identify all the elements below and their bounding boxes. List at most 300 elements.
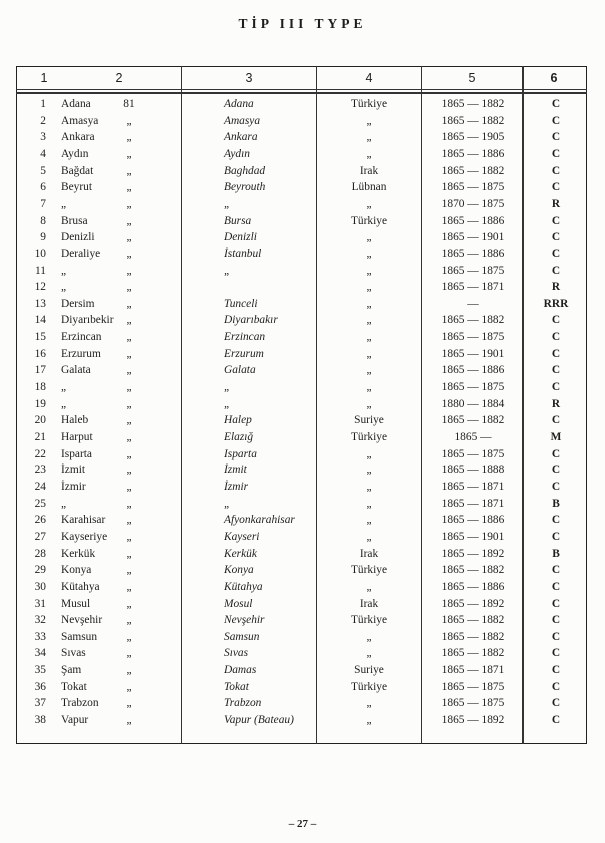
row-number: 17 bbox=[34, 364, 46, 377]
column-header-3: 3 bbox=[245, 71, 253, 85]
country: Suriye bbox=[354, 664, 384, 677]
country: „ bbox=[366, 331, 372, 344]
table-row bbox=[0, 462, 605, 479]
modern-name: Diyarıbakır bbox=[224, 314, 278, 327]
row-number: 35 bbox=[34, 664, 46, 677]
table-row bbox=[0, 695, 605, 712]
page-title: TİP III TYPE bbox=[238, 16, 367, 31]
modern-name: Adana bbox=[224, 98, 254, 110]
rarity: B bbox=[552, 547, 560, 560]
column-2-value: „ bbox=[126, 447, 132, 460]
country: „ bbox=[366, 464, 372, 477]
column-2-value: „ bbox=[126, 664, 132, 677]
page-number: – 27 – bbox=[288, 818, 317, 830]
modern-name: Amasya bbox=[224, 114, 261, 127]
row-number: 13 bbox=[34, 297, 46, 310]
city-name: Tokat bbox=[61, 680, 87, 693]
modern-name: Tunceli bbox=[224, 297, 258, 310]
country: Türkiye bbox=[350, 614, 388, 627]
column-2-value: „ bbox=[126, 331, 132, 344]
city-name: Erzurum bbox=[61, 347, 101, 360]
rarity: C bbox=[551, 214, 561, 227]
row-number: 7 bbox=[40, 197, 46, 210]
row-number: 25 bbox=[34, 497, 46, 510]
column-2-value: „ bbox=[126, 697, 132, 710]
row-number: 33 bbox=[34, 630, 46, 643]
row-number: 29 bbox=[34, 564, 46, 577]
modern-name: Nevşehir bbox=[224, 614, 265, 627]
table-row bbox=[0, 579, 605, 596]
table-row bbox=[0, 546, 605, 563]
modern-name: İstanbul bbox=[224, 247, 262, 260]
city-name: „ bbox=[61, 397, 67, 410]
row-number: 30 bbox=[34, 580, 46, 593]
table-row bbox=[0, 213, 605, 230]
modern-name: Konya bbox=[224, 564, 254, 577]
city-name: Deraliye bbox=[61, 247, 101, 260]
column-2-value: „ bbox=[126, 281, 132, 294]
city-name: Musul bbox=[61, 597, 91, 610]
date-range: 1865 — 1882 bbox=[441, 414, 505, 427]
table-row bbox=[0, 346, 605, 363]
table-row bbox=[0, 429, 605, 446]
table-row bbox=[0, 645, 605, 662]
modern-name: „ bbox=[224, 497, 231, 510]
modern-name: Samsun bbox=[224, 630, 260, 643]
city-name: „ bbox=[61, 497, 67, 510]
country: „ bbox=[366, 147, 372, 160]
column-2-value: „ bbox=[126, 564, 132, 577]
modern-name: Bursa bbox=[224, 214, 252, 227]
date-range: 1865 — 1882 bbox=[441, 564, 505, 577]
rarity: C bbox=[551, 630, 561, 643]
row-number: 8 bbox=[40, 214, 46, 227]
rarity: RRR bbox=[543, 297, 569, 310]
modern-name: Tokat bbox=[224, 680, 249, 693]
rarity: M bbox=[550, 431, 562, 443]
city-name: Vapur bbox=[61, 714, 89, 727]
modern-name: Erzincan bbox=[224, 331, 266, 344]
country: „ bbox=[366, 347, 372, 360]
modern-name: Beyrouth bbox=[224, 181, 266, 194]
rarity: C bbox=[551, 664, 561, 677]
city-name: Dersim bbox=[61, 297, 95, 310]
date-range: 1865 — 1901 bbox=[441, 347, 505, 360]
column-2-value: „ bbox=[126, 347, 132, 360]
rarity: C bbox=[551, 231, 561, 244]
table-row bbox=[0, 279, 605, 296]
city-name: Bağdat bbox=[61, 164, 94, 177]
row-number: 19 bbox=[34, 397, 46, 410]
date-range: 1865 — 1882 bbox=[441, 114, 505, 127]
date-range: 1865 — 1901 bbox=[441, 530, 505, 543]
country: Türkiye bbox=[350, 680, 388, 693]
column-2-value: 81 bbox=[123, 98, 135, 110]
country: „ bbox=[366, 364, 372, 377]
rarity: C bbox=[551, 347, 561, 360]
city-name: „ bbox=[61, 197, 67, 210]
table-row bbox=[0, 446, 605, 463]
column-2-value: „ bbox=[126, 714, 132, 727]
rarity: C bbox=[551, 247, 561, 260]
column-2-value: „ bbox=[126, 464, 132, 477]
modern-name: Damas bbox=[224, 664, 257, 677]
city-name: Kayseriye bbox=[61, 530, 108, 543]
country: „ bbox=[366, 231, 372, 244]
row-number: 10 bbox=[34, 247, 46, 260]
modern-name: Ankara bbox=[224, 131, 258, 144]
table-row bbox=[0, 479, 605, 496]
table-row bbox=[0, 179, 605, 196]
date-range: 1865 — 1901 bbox=[441, 231, 505, 244]
column-2-value: „ bbox=[126, 164, 132, 177]
rarity: C bbox=[551, 564, 561, 577]
country: „ bbox=[366, 114, 372, 127]
country: Irak bbox=[359, 164, 379, 177]
city-name: İzmir bbox=[61, 480, 86, 493]
modern-name: „ bbox=[224, 264, 231, 277]
column-2-value: „ bbox=[126, 414, 132, 427]
row-number: 20 bbox=[34, 414, 46, 427]
row-number: 27 bbox=[34, 530, 46, 543]
country: „ bbox=[366, 281, 372, 294]
table-row bbox=[0, 662, 605, 679]
city-name: İzmit bbox=[61, 464, 86, 477]
rarity: C bbox=[551, 680, 561, 693]
date-range: 1865 — 1886 bbox=[441, 147, 505, 160]
rarity: C bbox=[551, 480, 561, 493]
column-2-value: „ bbox=[126, 480, 132, 493]
country: Irak bbox=[359, 547, 379, 560]
header-divider bbox=[16, 92, 587, 94]
city-name: Beyrut bbox=[61, 181, 93, 194]
city-name: Sıvas bbox=[61, 647, 86, 660]
column-2-value: „ bbox=[126, 680, 132, 693]
rarity: C bbox=[551, 464, 561, 477]
modern-name: Galata bbox=[224, 364, 256, 377]
city-name: Galata bbox=[61, 364, 91, 377]
city-name: Kerkük bbox=[61, 547, 96, 560]
rarity: C bbox=[551, 364, 561, 377]
city-name: „ bbox=[61, 381, 67, 394]
column-header-5: 5 bbox=[468, 71, 476, 85]
country: Suriye bbox=[354, 414, 384, 427]
date-range: 1865 — 1905 bbox=[441, 131, 505, 144]
table-row bbox=[0, 379, 605, 396]
country: Lübnan bbox=[351, 181, 387, 194]
modern-name: „ bbox=[224, 197, 231, 210]
country: „ bbox=[366, 697, 372, 710]
date-range: 1865 — 1875 bbox=[441, 331, 505, 344]
column-2-value: „ bbox=[126, 214, 132, 227]
city-name: Haleb bbox=[61, 414, 89, 427]
rarity: C bbox=[551, 98, 561, 110]
row-number: 6 bbox=[40, 181, 46, 194]
column-2-value: „ bbox=[126, 614, 132, 627]
table-row bbox=[0, 629, 605, 646]
modern-name: Elazığ bbox=[224, 431, 254, 443]
table-row bbox=[0, 412, 605, 429]
country: „ bbox=[366, 314, 372, 327]
city-name: Isparta bbox=[61, 447, 92, 460]
row-number: 36 bbox=[34, 680, 46, 693]
row-number: 32 bbox=[34, 614, 46, 627]
rarity: R bbox=[551, 197, 561, 210]
rarity: C bbox=[551, 114, 561, 127]
table-row bbox=[0, 229, 605, 246]
country: „ bbox=[366, 297, 372, 310]
row-number: 31 bbox=[34, 597, 46, 610]
rarity: C bbox=[551, 181, 561, 194]
date-range: 1865 — 1871 bbox=[441, 480, 505, 493]
table-row bbox=[0, 596, 605, 613]
row-number: 15 bbox=[34, 331, 46, 344]
column-2-value: „ bbox=[126, 530, 132, 543]
date-range: 1865 — 1886 bbox=[441, 514, 505, 527]
city-name: Nevşehir bbox=[61, 614, 103, 627]
column-2-value: „ bbox=[126, 580, 132, 593]
table-row bbox=[0, 329, 605, 346]
city-name: Brusa bbox=[61, 214, 88, 227]
modern-name: Denizli bbox=[224, 231, 257, 244]
rarity: B bbox=[552, 497, 560, 510]
date-range: 1865 — 1875 bbox=[441, 264, 505, 277]
column-2-value: „ bbox=[126, 364, 132, 377]
date-range: 1865 — 1888 bbox=[441, 464, 505, 477]
modern-name: Erzurum bbox=[224, 347, 264, 360]
modern-name: „ bbox=[224, 381, 231, 394]
country: „ bbox=[366, 397, 372, 410]
country: Türkiye bbox=[350, 564, 388, 577]
city-name: Amasya bbox=[61, 114, 99, 127]
modern-name: Sıvas bbox=[224, 647, 249, 660]
country: „ bbox=[366, 131, 372, 144]
row-number: 24 bbox=[34, 480, 46, 493]
row-number: 18 bbox=[34, 381, 46, 394]
date-range: 1865 — 1882 bbox=[441, 164, 505, 177]
rarity: C bbox=[551, 414, 561, 427]
table-row bbox=[0, 113, 605, 130]
row-number: 37 bbox=[34, 697, 46, 710]
column-2-value: „ bbox=[126, 114, 132, 127]
city-name: Erzincan bbox=[61, 331, 102, 344]
rarity: C bbox=[551, 447, 561, 460]
column-2-value: „ bbox=[126, 547, 132, 560]
date-range: 1865 — 1875 bbox=[441, 381, 505, 394]
date-range: 1865 — 1871 bbox=[441, 281, 505, 294]
column-2-value: „ bbox=[126, 397, 132, 410]
city-name: Adana bbox=[61, 98, 91, 110]
row-number: 34 bbox=[34, 647, 46, 660]
rarity: R bbox=[551, 281, 561, 294]
modern-name: Kayseri bbox=[224, 530, 260, 543]
column-2-value: „ bbox=[126, 381, 132, 394]
country: Türkiye bbox=[350, 431, 388, 443]
row-number: 23 bbox=[34, 464, 46, 477]
modern-name: Mosul bbox=[224, 597, 253, 610]
modern-name: Halep bbox=[224, 414, 252, 427]
rarity: C bbox=[551, 381, 561, 394]
column-2-value: „ bbox=[126, 497, 132, 510]
table-row bbox=[0, 679, 605, 696]
rarity: C bbox=[551, 264, 561, 277]
date-range: 1865 — 1882 bbox=[441, 647, 505, 660]
row-number: 22 bbox=[34, 447, 46, 460]
city-name: Trabzon bbox=[61, 697, 99, 710]
date-range: 1865 — 1871 bbox=[441, 497, 505, 510]
column-header-6: 6 bbox=[550, 71, 558, 85]
rarity: C bbox=[551, 614, 561, 627]
modern-name: Isparta bbox=[224, 447, 257, 460]
column-2-value: „ bbox=[126, 131, 132, 144]
table-row bbox=[0, 362, 605, 379]
date-range: 1865 — 1892 bbox=[441, 714, 505, 727]
country: „ bbox=[366, 630, 372, 643]
country: „ bbox=[366, 480, 372, 493]
modern-name: İzmit bbox=[224, 464, 247, 477]
table-row bbox=[0, 96, 605, 113]
table-row bbox=[0, 296, 605, 313]
header-divider bbox=[16, 89, 587, 90]
city-name: Denizli bbox=[61, 231, 95, 244]
column-2-value: „ bbox=[126, 314, 132, 327]
column-2-value: „ bbox=[126, 630, 132, 643]
row-number: 21 bbox=[34, 431, 46, 443]
table-row bbox=[0, 129, 605, 146]
column-2-value: „ bbox=[126, 597, 132, 610]
rarity: C bbox=[551, 147, 561, 160]
city-name: „ bbox=[61, 281, 67, 294]
modern-name: Vapur (Bateau) bbox=[224, 714, 294, 727]
country: Türkiye bbox=[350, 214, 388, 227]
modern-name: „ bbox=[224, 397, 231, 410]
country: Türkiye bbox=[350, 98, 388, 110]
column-2-value: „ bbox=[126, 297, 132, 310]
city-name: Konya bbox=[61, 564, 92, 577]
row-number: 9 bbox=[40, 231, 46, 244]
city-name: Ankara bbox=[61, 131, 95, 144]
row-number: 5 bbox=[40, 164, 46, 177]
country: „ bbox=[366, 497, 372, 510]
modern-name: Trabzon bbox=[224, 697, 262, 710]
column-header-2: 2 bbox=[115, 71, 123, 85]
modern-name: Kütahya bbox=[224, 580, 263, 593]
country: „ bbox=[366, 197, 372, 210]
country: „ bbox=[366, 264, 372, 277]
rarity: R bbox=[551, 397, 561, 410]
country: Irak bbox=[359, 597, 379, 610]
date-range: 1865 — 1882 bbox=[441, 614, 505, 627]
country: „ bbox=[366, 447, 372, 460]
rarity: C bbox=[551, 580, 561, 593]
column-2-value: „ bbox=[126, 231, 132, 244]
column-2-value: „ bbox=[126, 197, 132, 210]
row-number: 16 bbox=[34, 347, 46, 360]
modern-name: İzmir bbox=[224, 480, 249, 493]
rarity: C bbox=[551, 331, 561, 344]
date-range: 1870 — 1875 bbox=[441, 197, 505, 210]
row-number: 3 bbox=[40, 131, 46, 144]
date-range: 1865 — 1892 bbox=[441, 547, 505, 560]
date-range: 1865 — 1882 bbox=[441, 630, 505, 643]
date-range: 1865 — 1875 bbox=[441, 181, 505, 194]
table-row bbox=[0, 263, 605, 280]
date-range: 1865 — 1875 bbox=[441, 680, 505, 693]
column-header-4: 4 bbox=[365, 71, 373, 85]
city-name: Karahisar bbox=[61, 514, 106, 527]
date-range: 1865 — 1886 bbox=[441, 364, 505, 377]
date-range: 1865 — 1875 bbox=[441, 447, 505, 460]
table-row bbox=[0, 512, 605, 529]
date-range: 1865 — 1886 bbox=[441, 580, 505, 593]
row-number: 2 bbox=[40, 114, 46, 127]
date-range: 1880 — 1884 bbox=[441, 397, 505, 410]
column-2-value: „ bbox=[126, 264, 132, 277]
city-name: Aydın bbox=[61, 147, 89, 160]
country: „ bbox=[366, 530, 372, 543]
country: „ bbox=[366, 381, 372, 394]
country: „ bbox=[366, 714, 372, 727]
date-range: 1865 — 1882 bbox=[441, 314, 505, 327]
column-header-1: 1 bbox=[40, 71, 48, 85]
row-number: 1 bbox=[40, 98, 46, 110]
row-number: 11 bbox=[35, 264, 46, 277]
row-number: 4 bbox=[40, 147, 46, 160]
table-row bbox=[0, 163, 605, 180]
table-row bbox=[0, 146, 605, 163]
rarity: C bbox=[551, 514, 561, 527]
table-row bbox=[0, 612, 605, 629]
table-row bbox=[0, 246, 605, 263]
rarity: C bbox=[551, 697, 561, 710]
rarity: C bbox=[551, 131, 561, 144]
date-range: 1865 — 1886 bbox=[441, 247, 505, 260]
table-row bbox=[0, 396, 605, 413]
rarity: C bbox=[551, 714, 561, 727]
table-row bbox=[0, 529, 605, 546]
city-name: Kütahya bbox=[61, 580, 100, 593]
country: „ bbox=[366, 247, 372, 260]
rarity: C bbox=[551, 597, 561, 610]
date-range: 1865 — 1871 bbox=[441, 664, 505, 677]
country: „ bbox=[366, 514, 372, 527]
city-name: Samsun bbox=[61, 630, 98, 643]
modern-name: Afyonkarahisar bbox=[224, 514, 295, 527]
city-name: Diyarıbekir bbox=[61, 314, 114, 327]
date-range: 1865 — bbox=[454, 431, 492, 443]
table-row bbox=[0, 712, 605, 729]
column-2-value: „ bbox=[126, 147, 132, 160]
row-number: 14 bbox=[34, 314, 46, 327]
date-range: — bbox=[467, 297, 479, 310]
city-name: Harput bbox=[61, 431, 93, 443]
column-2-value: „ bbox=[126, 431, 132, 443]
table-row bbox=[0, 312, 605, 329]
date-range: 1865 — 1875 bbox=[441, 697, 505, 710]
country: „ bbox=[366, 647, 372, 660]
date-range: 1865 — 1882 bbox=[441, 98, 505, 110]
modern-name: Kerkük bbox=[224, 547, 257, 560]
column-2-value: „ bbox=[126, 647, 132, 660]
modern-name: Aydın bbox=[224, 147, 250, 160]
row-number: 28 bbox=[34, 547, 46, 560]
rarity: C bbox=[551, 530, 561, 543]
modern-name: Baghdad bbox=[224, 164, 266, 177]
city-name: Şam bbox=[61, 664, 82, 677]
row-number: 38 bbox=[34, 714, 46, 727]
column-2-value: „ bbox=[126, 514, 132, 527]
country: „ bbox=[366, 580, 372, 593]
